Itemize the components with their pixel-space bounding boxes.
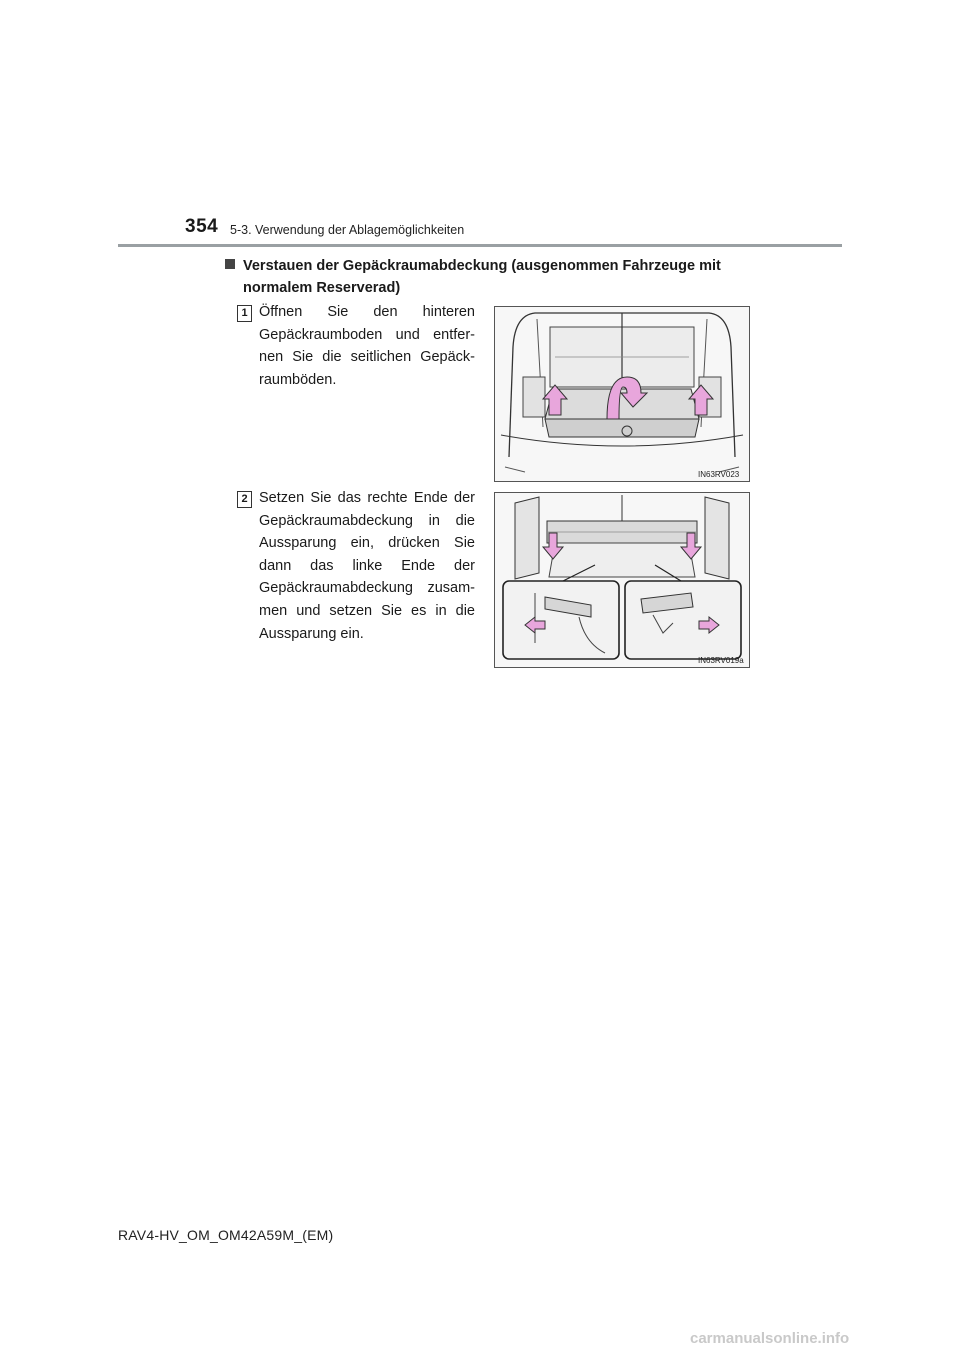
section-heading-line1: Verstauen der Gepäckraumabdeckung (ausgenommen Fahrzeuge mit <box>243 258 721 274</box>
step-number-1: 1 <box>237 305 252 322</box>
chapter-title: 5-3. Verwendung der Ablagemöglichkeiten <box>230 223 465 237</box>
header-divider <box>118 244 842 247</box>
page-number: 354 <box>185 216 219 237</box>
step-text-2: Setzen Sie das rechte Ende der Gepäckraumabdeckung in die Aussparung ein, drücken Sie dann das linke Ende der Gepäckraumabdeckung zusam-men und setzen Sie es in die Aussparung ein. <box>259 490 475 642</box>
figure-tonneau-cover <box>494 492 750 668</box>
figure-code-1: IN63RV023 <box>698 470 740 479</box>
step-number-2: 2 <box>237 491 252 508</box>
square-bullet-icon <box>225 259 235 269</box>
illustration-luggage-area <box>495 307 749 481</box>
section-heading-line2: normalem Reserverad) <box>243 280 401 296</box>
illustration-cover-install <box>495 493 749 667</box>
watermark[interactable]: carmanualsonline.info <box>690 1330 850 1347</box>
step-text-1: Öffnen Sie den hinteren Gepäckraumboden und entfer-nen Sie die seitlichen Gepäck-raumböden. <box>259 304 475 388</box>
section-heading <box>225 255 765 299</box>
figure-luggage-floor <box>494 306 750 482</box>
footer-doc-code: RAV4-HV_OM_OM42A59M_(EM) <box>118 1227 334 1243</box>
figure-code-2: IN63RV019a <box>698 656 744 665</box>
